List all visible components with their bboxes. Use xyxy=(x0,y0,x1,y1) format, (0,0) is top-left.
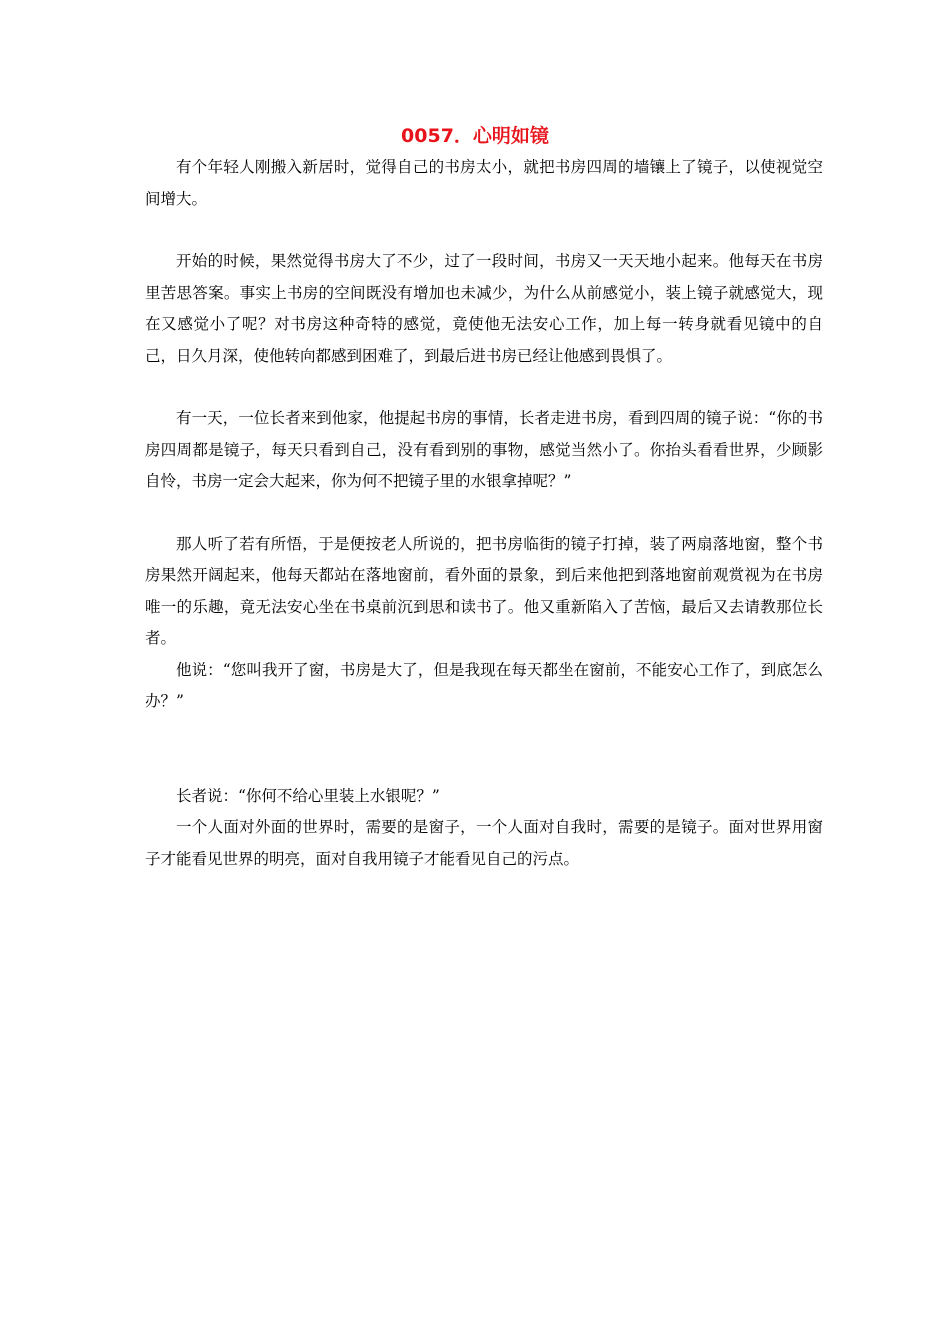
paragraph-5: 他说：“您叫我开了窗，书房是大了，但是我现在每天都坐在窗前，不能安心工作了，到底怎么办？” xyxy=(145,660,823,710)
paragraph-2: 开始的时候，果然觉得书房大了不少，过了一段时间，书房又一天天地小起来。他每天在书房里苦思答案。事实上书房的空间既没有增加也未减少，为什么从前感觉小，装上镜子就感觉大，现在又感觉小了呢？对书房这种奇特的感觉，竟使他无法安心工作，加上每一转身就看见镜中的自己，日久月深，使他转向都感到困难了，到最后进书房已经让他感到畏惧了。 xyxy=(145,252,823,365)
paragraph-6: 长者说：“你何不给心里装上水银呢？” xyxy=(176,786,440,805)
paragraph-7: 一个人面对外面的世界时，需要的是窗子，一个人面对自我时，需要的是镜子。面对世界用窗子才能看见世界的明亮，面对自我用镜子才能看见自己的污点。 xyxy=(145,818,823,868)
paragraph-1: 有个年轻人刚搬入新居时，觉得自己的书房太小，就把书房四周的墙镶上了镜子，以使视觉空间增大。 xyxy=(145,158,823,208)
paragraph-3: 有一天，一位长者来到他家，他提起书房的事情，长者走进书房，看到四周的镜子说：“你的书房四周都是镜子，每天只看到自己，没有看到别的事物，感觉当然小了。你抬头看看世界，少顾影自怜，书房一定会大起来，你为何不把镜子里的水银拿掉呢？” xyxy=(145,409,823,490)
paragraph-4: 那人听了若有所悟，于是便按老人所说的，把书房临街的镜子打掉，装了两扇落地窗，整个书房果然开阔起来，他每天都站在落地窗前，看外面的景象，到后来他把到落地窗前观赏视为在书房唯一的乐趣，竟无法安心坐在书桌前沉到思和读书了。他又重新陷入了苦恼，最后又去请教那位长者。 xyxy=(145,534,823,647)
page-title: 0057．心明如镜 xyxy=(401,125,549,147)
paragraph-spacer xyxy=(145,718,823,781)
paragraph-spacer xyxy=(145,215,823,246)
paragraph-spacer xyxy=(145,498,823,529)
article-body xyxy=(145,152,823,875)
paragraph-spacer xyxy=(145,372,823,403)
